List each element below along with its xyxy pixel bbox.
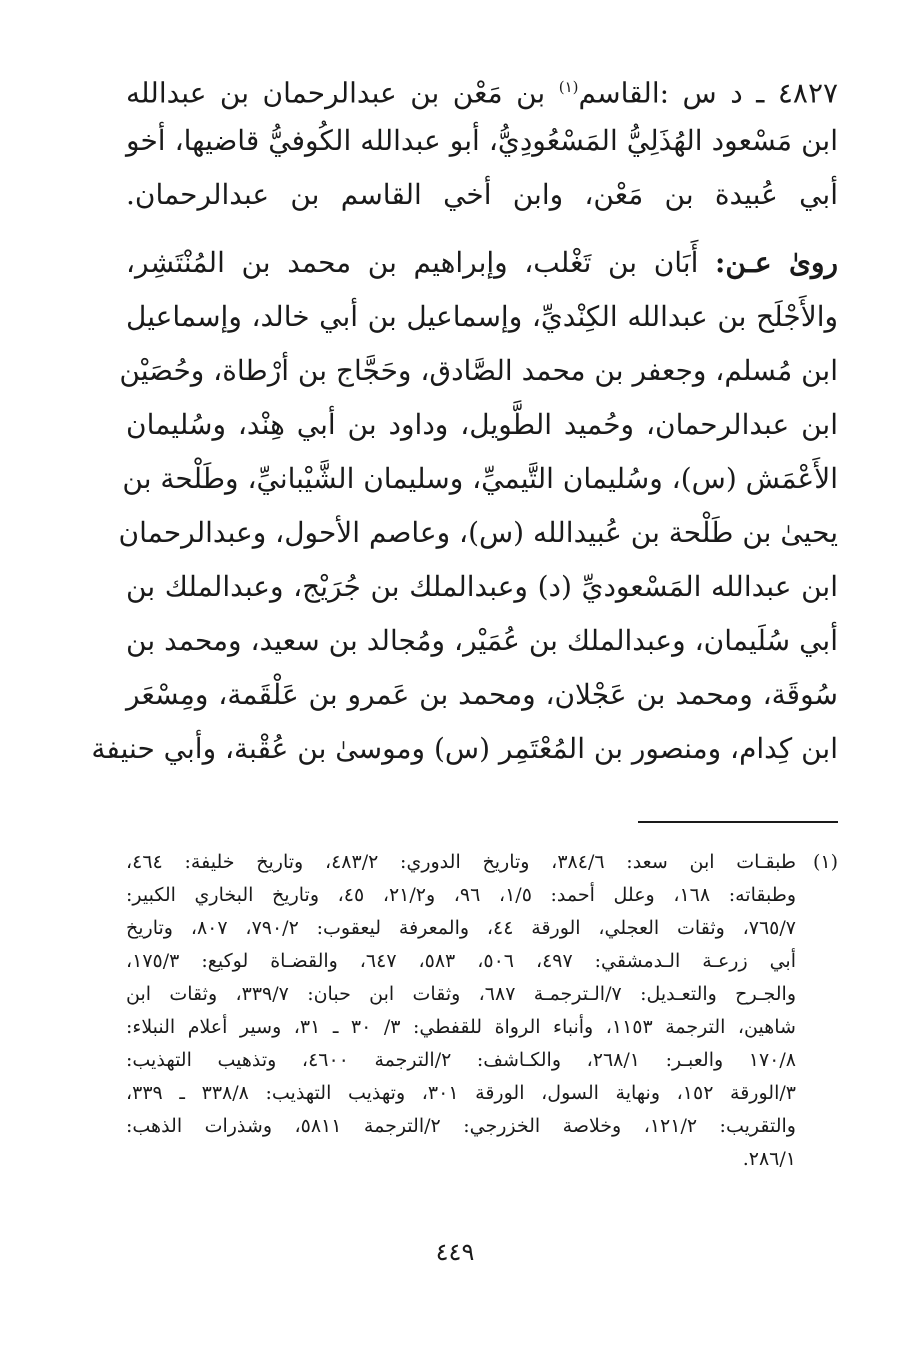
- footnote-line: والتقريب: ١٢١/٢، وخلاصة الخزرجي: ٢/الترجمة ٥٨١١، وشذرات الذهب:: [126, 1115, 796, 1137]
- narrated-line-1-rest: أَبَان بن تَغْلب، وإبراهيم بن محمد بن المُنْتَشِر،: [126, 246, 699, 279]
- narrated-line: يحيىٰ بن طَلْحة بن عُبيدالله (س)، وعاصم الأحول، وعبدالرحمان: [118, 516, 838, 549]
- entry-line-1-rest: بن مَعْن بن عبدالرحمان بن عبدالله: [126, 76, 546, 110]
- narrated-line: ابن كِدام، ومنصور بن المُعْتَمِر (س) وموسىٰ بن عُقْبة، وأبي حنيفة: [91, 732, 838, 765]
- narrated-from-heading: روىٰ عـن:: [715, 246, 838, 279]
- footnote-line: [126, 846, 838, 879]
- footnotes: [126, 846, 838, 1176]
- footnote-separator: [638, 821, 838, 823]
- narrated-line: ابن مُسلم، وجعفر بن محمد الصَّادق، وحَجَّاج بن أرْطاة، وحُصَيْن: [119, 354, 838, 387]
- footnote-line: شاهين، الترجمة ١١٥٣، وأنباء الرواة للقفطي: ٣/ ٣٠ ـ ٣١، وسير أعلام النبلاء:: [126, 1016, 796, 1038]
- narrated-line: أبي سُلَيمان، وعبدالملك بن عُمَيْر، ومُجالد بن سعيد، ومحمد بن: [126, 624, 838, 657]
- entry-line-1: [126, 60, 838, 114]
- footnote-line: ٣/الورقة ١٥٢، ونهاية السول، الورقة ٣٠١، وتهذيب التهذيب: ٣٣٨/٨ ـ ٣٣٩،: [126, 1082, 796, 1104]
- main-text: [91, 60, 839, 776]
- footnote-reference: (١): [558, 78, 579, 96]
- entry-line-2: ابن مَسْعود الهُذَلِيُّ المَسْعُودِيُّ، أبو عبدالله الكُوفيُّ قاضيها، أخو: [126, 124, 838, 157]
- footnote-line: ٢٨٦/١.: [742, 1148, 796, 1170]
- footnote-line: وطبقاته: ١٦٨، وعلل أحمد: ١/٥، ٩٦، و٢١/٢، ٤٥، وتاريخ البخاري الكبير:: [126, 884, 797, 906]
- footnote-line-text: طبقـات ابن سعد: ٣٨٤/٦، وتاريخ الدوري: ٤٨٣/٢، وتاريخ خليفة: ٤٦٤،: [126, 851, 796, 873]
- narrated-line: الأَعْمَش (س)، وسُليمان التَّيميِّ، وسليمان الشَّيْبانيِّ، وطَلْحة بن: [122, 462, 838, 495]
- narrated-line: سُوقَة، ومحمد بن عَجْلان، ومحمد بن عَمرو بن عَلْقَمة، ومِسْعَر: [126, 678, 838, 711]
- narrated-line: والأَجْلَح بن عبدالله الكِنْديِّ، وإسماعيل بن أبي خالد، وإسماعيل: [126, 300, 838, 333]
- narrated-line: ابن عبدالله المَسْعوديِّ (د) وعبدالملك بن جُرَيْج، وعبدالملك بن: [126, 570, 838, 603]
- footnote-marker: (١): [812, 851, 838, 873]
- entry-line-3: أبي عُبيدة بن مَعْن، وابن أخي القاسم بن عبدالرحمان.: [126, 178, 838, 211]
- footnote-line: ٧٦٥/٧، وثقات العجلي، الورقة ٤٤، والمعرفة ليعقوب: ٧٩٠/٢، ٨٠٧، وتاريخ: [126, 917, 796, 939]
- footnote-line: والجـرح والتعـديل: ٧/الـترجمـة ٦٨٧، وثقات ابن حبان: ٣٣٩/٧، وثقات ابن: [126, 983, 796, 1005]
- narrated-line-1: [126, 236, 838, 290]
- footnote-line: ١٧٠/٨ والعبـر: ٢٦٨/١، والكـاشف: ٢/الترجمة ٤٦٠٠، وتذهيب التهذيب:: [126, 1049, 796, 1071]
- page-number: ٤٤٩: [435, 1238, 475, 1266]
- entry-heading: ٤٨٢٧ ـ د س :القاسم: [578, 76, 839, 110]
- narrated-line: ابن عبدالرحمان، وحُميد الطَّويل، وداود بن أبي هِنْد، وسُليمان: [126, 408, 838, 441]
- footnote-line: أبي زرعـة الـدمشقي: ٤٩٧، ٥٠٦، ٥٨٣، ٦٤٧، والقضـاة لوكيع: ١٧٥/٣،: [126, 950, 797, 972]
